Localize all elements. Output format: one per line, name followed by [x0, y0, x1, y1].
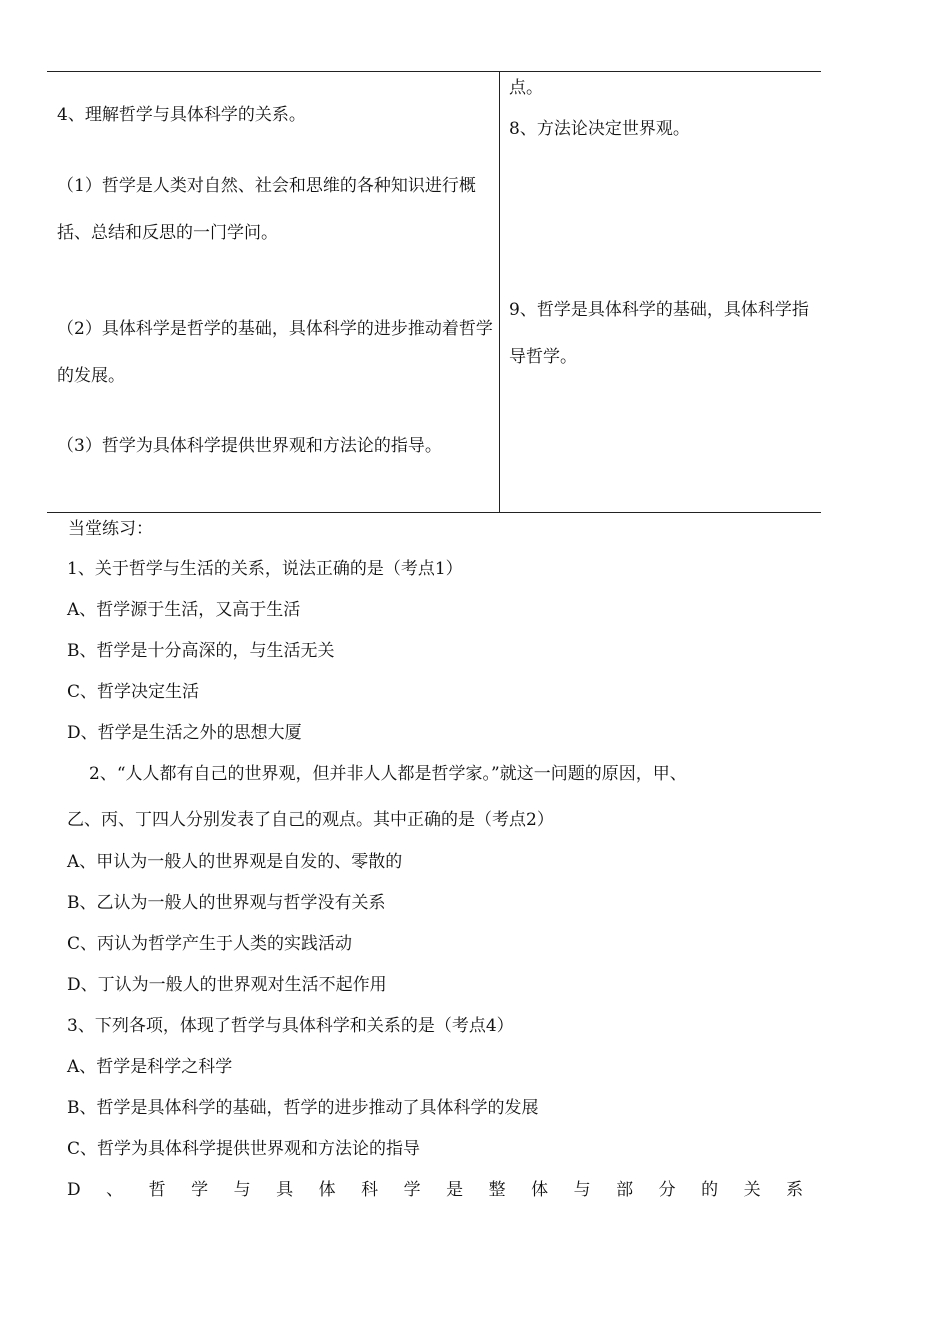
column-divider — [499, 72, 500, 512]
q2-option-d: D、丁认为一般人的世界观对生活不起作用 — [67, 975, 387, 995]
left-paragraph-1: （1）哲学是人类对自然、社会和思维的各种知识进行概括、总结和反思的一门学问。 — [57, 176, 476, 243]
right-column — [509, 72, 809, 512]
left-paragraph-2: （2）具体科学是哲学的基础，具体科学的进步推动着哲学的发展。 — [57, 319, 493, 386]
right-item-8: 8、方法论决定世界观。 — [509, 119, 690, 139]
section-heading: 4、理解哲学与具体科学的关系。 — [57, 105, 306, 125]
left-column — [57, 72, 493, 512]
q3-stem: 3、下列各项，体现了哲学与具体科学和关系的是（考点4） — [67, 1016, 514, 1036]
q3-option-c: C、哲学为具体科学提供世界观和方法论的指导 — [67, 1139, 421, 1159]
q2-option-b: B、乙认为一般人的世界观与哲学没有关系 — [67, 893, 386, 913]
right-top-fragment: 点。 — [509, 78, 543, 98]
q2-option-c: C、丙认为哲学产生于人类的实践活动 — [67, 934, 353, 954]
q3-option-b: B、哲学是具体科学的基础，哲学的进步推动了具体科学的发展 — [67, 1098, 539, 1118]
q2-stem-line-1: 2、“人人都有自己的世界观，但并非人人都是哲学家。”就这一问题的原因，甲、 — [89, 764, 687, 784]
left-paragraph-3: （3）哲学为具体科学提供世界观和方法论的指导。 — [57, 436, 442, 456]
q1-option-b: B、哲学是十分高深的，与生活无关 — [67, 641, 335, 661]
q2-stem-line-2: 乙、丙、丁四人分别发表了自己的观点。其中正确的是（考点2） — [67, 810, 554, 830]
q1-option-c: C、哲学决定生活 — [67, 682, 200, 702]
practice-title: 当堂练习： — [68, 519, 153, 539]
notes-table — [47, 71, 821, 513]
q3-option-d: D、哲学与具体科学是整体与部分的关系 — [67, 1180, 829, 1200]
q3-option-a: A、哲学是科学之科学 — [67, 1057, 233, 1077]
q1-option-a: A、哲学源于生活，又高于生活 — [67, 600, 301, 620]
q1-option-d: D、哲学是生活之外的思想大厦 — [67, 723, 302, 743]
q2-option-a: A、甲认为一般人的世界观是自发的、零散的 — [67, 852, 403, 872]
right-item-9: 9、哲学是具体科学的基础，具体科学指导哲学。 — [509, 300, 809, 367]
q1-stem: 1、关于哲学与生活的关系，说法正确的是（考点1） — [67, 559, 463, 579]
